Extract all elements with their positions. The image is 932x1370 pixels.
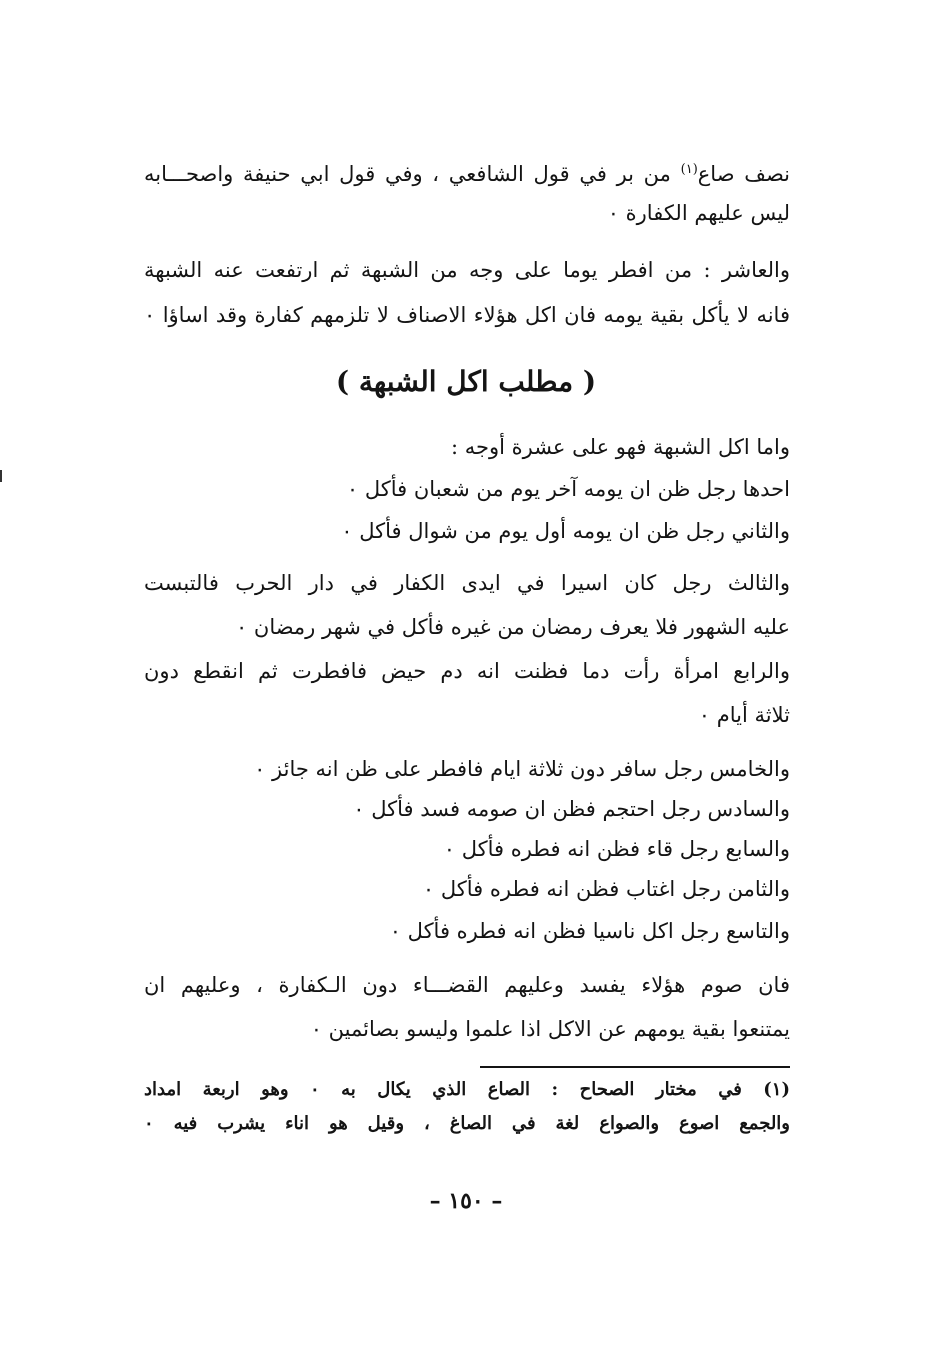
text-line-continuation: من بر في قول الشافعي ، وفي قول ابي حنيفة واصحـــابه (144, 162, 681, 186)
paragraph-1-line-1 (144, 155, 790, 189)
text-nisf-saa: نصف صاع (697, 162, 791, 186)
item-4-line-2: ثلاثة أيام ٠ (698, 703, 790, 727)
footnote-reference[interactable]: (١) (680, 162, 698, 177)
item-4-line-1: والرابع امرأة رأت دما فظنت انه دم حيض فافطرت ثم انقطع دون (144, 659, 790, 683)
closing-line-2: يمتنعوا بقية يومهم عن الاكل اذا علموا وليسو بصائمين ٠ (310, 1017, 790, 1041)
item-7: والسابع رجل قاء فظن انه فطره فأكل ٠ (443, 837, 790, 861)
item-1: احدها رجل ظن ان يومه آخر يوم من شعبان فأكل ٠ (346, 477, 790, 501)
intro-line: واما اكل الشبهة فهو على عشرة أوجه : (450, 435, 790, 459)
paragraph-2-line-2: فانه لا يأكل بقية يومه فان اكل هؤلاء الاصناف لا تلزمهم كفارة وقد اساؤا ٠ (144, 303, 790, 327)
closing-line-1: فان صوم هؤلاء يفسد وعليهم القضـــاء دون الـكفارة ، وعليهم ان (144, 973, 790, 997)
footnote-divider (480, 1066, 790, 1068)
paragraph-1-line-2: ليس عليهم الكفارة ٠ (607, 201, 790, 225)
item-6: والسادس رجل احتجم فظن ان صومه فسد فأكل ٠ (353, 797, 790, 821)
footnote-line-2: والجمع اصوع والصواع لغة في الصاغ ، وقيل هو اناء يشرب فيه ٠ (144, 1113, 790, 1134)
item-5: والخامس رجل سافر دون ثلاثة ايام فافطر على ظن انه جائز ٠ (254, 757, 790, 781)
footnote-line-1: (١) في مختار الصحاح : الصاع الذي يكال به ٠ وهو اربعة امداد (144, 1079, 790, 1100)
paragraph-2-line-1: والعاشر : من افطر يوما على وجه من الشبهة ثم ارتفعت عنه الشبهة (144, 258, 790, 282)
item-2: والثاني رجل ظن ان يومه أول يوم من شوال فأكل ٠ (341, 519, 790, 543)
section-heading: ( مطلب اكل الشبهة ) (335, 365, 597, 398)
scan-edge-mark (0, 470, 2, 482)
item-8: والثامن رجل اغتاب فظن انه فطره فأكل ٠ (422, 877, 790, 901)
item-3-line-2: عليه الشهور فلا يعرف رمضان من غيره فأكل في شهر رمضان ٠ (235, 615, 790, 639)
item-3-line-1: والثالث رجل كان اسيرا في ايدى الكفار في دار الحرب فالتبست (144, 571, 790, 595)
page-number: – ١٥٠ – (429, 1188, 503, 1214)
item-9: والتاسع رجل اكل ناسيا فظن انه فطره فأكل ٠ (389, 919, 790, 943)
